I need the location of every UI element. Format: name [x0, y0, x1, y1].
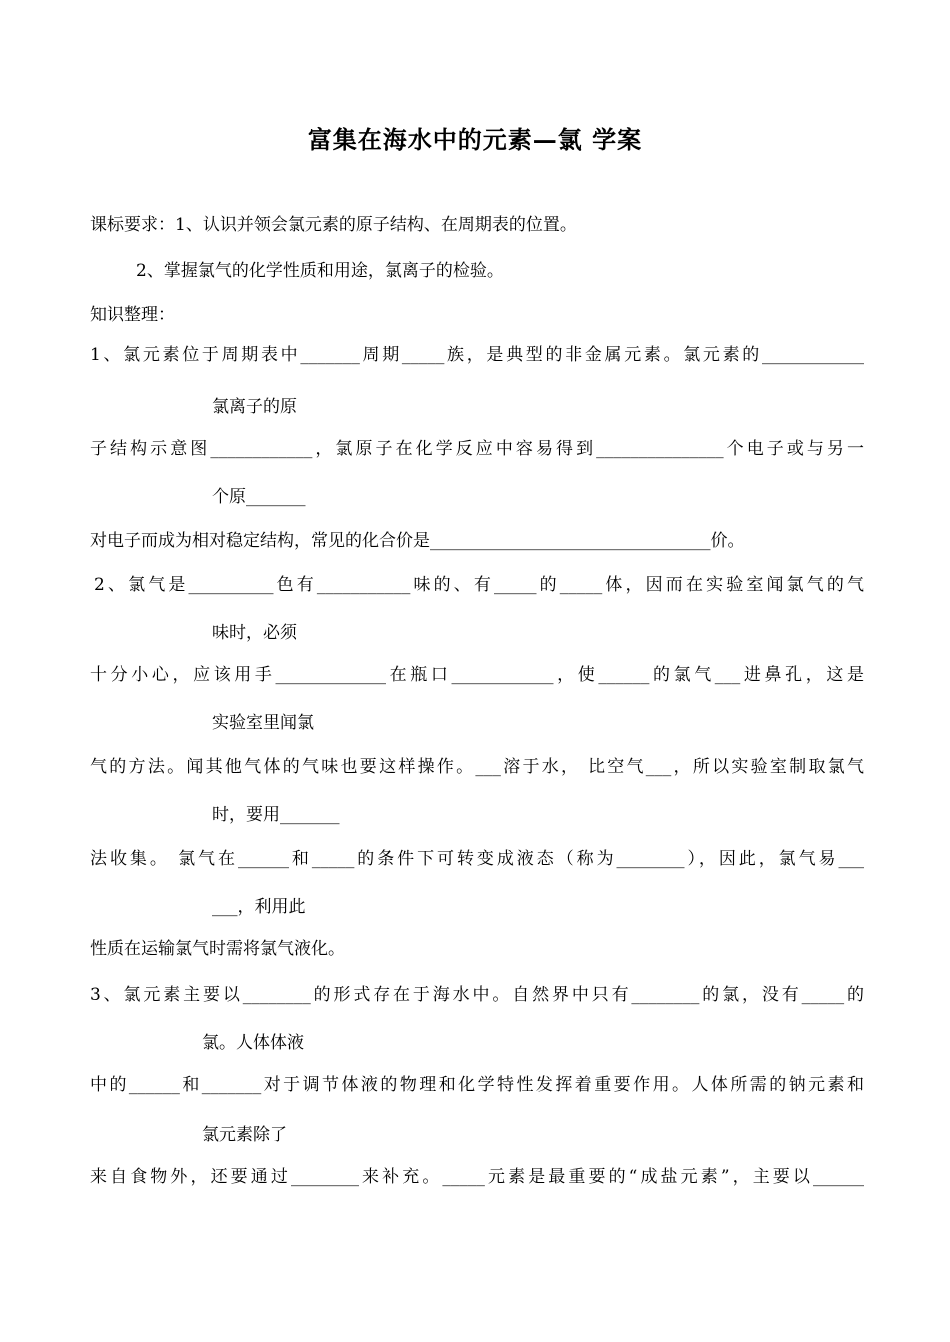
text-line: 子结构示意图____________，氯原子在化学反应中容易得到_______________个电子或与另一: [90, 439, 864, 459]
text-line-wrap: ___，利用此: [212, 897, 306, 917]
text-line-wrap: 实验室里闻氯: [212, 713, 314, 733]
text-line-wrap: 味时，必须: [212, 623, 297, 643]
curriculum-requirement-2: 2、掌握氯气的化学性质和用途，氯离子的检验。: [136, 261, 504, 281]
text-line-wrap: 氯。人体体液: [202, 1033, 304, 1053]
text-line: 来自食物外，还要通过________来补充。_____元素是最重要的“成盐元素”，主要以______: [90, 1167, 864, 1187]
text-line: 3、氯元素主要以________的形式存在于海水中。自然界中只有________的氯，没有_____的: [90, 985, 864, 1005]
curriculum-requirement-1: 课标要求：1、认识并领会氯元素的原子结构、在周期表的位置。: [90, 215, 577, 235]
text-line: 气的方法。闻其他气体的气味也要这样操作。___溶于水， 比空气___，所以实验室制取氯气: [90, 757, 864, 777]
page-title: 富集在海水中的元素—氯 学案: [307, 125, 643, 154]
text-line-wrap: 氯元素除了: [202, 1125, 287, 1145]
knowledge-heading: 知识整理：: [90, 305, 175, 325]
text-line: 中的______和_______对于调节体液的物理和化学特性发挥着重要作用。人体所需的钠元素和: [90, 1075, 864, 1095]
text-line-wrap: 个原_______: [212, 487, 306, 507]
text-line: 十分小心，应该用手_____________在瓶口____________，使______的氯气___进鼻孔，这是: [90, 665, 864, 685]
text-line: 1、氯元素位于周期表中_______周期_____族，是典型的非金属元素。氯元素的____________: [90, 345, 864, 365]
text-line-wrap: 氯离子的原: [212, 397, 297, 417]
text-line-wrap: 时，要用_______: [212, 805, 340, 825]
text-line: 对电子而成为相对稳定结构，常见的化合价是_________________________________价。: [90, 531, 745, 551]
text-line: 2、氯气是__________色有___________味的、有_____的_____体，因而在实验室闻氯气的气: [94, 575, 864, 595]
text-line: 法收集。 氯气在______和_____的条件下可转变成液态（称为________），因此，氯气易___: [90, 849, 864, 869]
text-line: 性质在运输氯气时需将氯气液化。: [90, 939, 345, 959]
